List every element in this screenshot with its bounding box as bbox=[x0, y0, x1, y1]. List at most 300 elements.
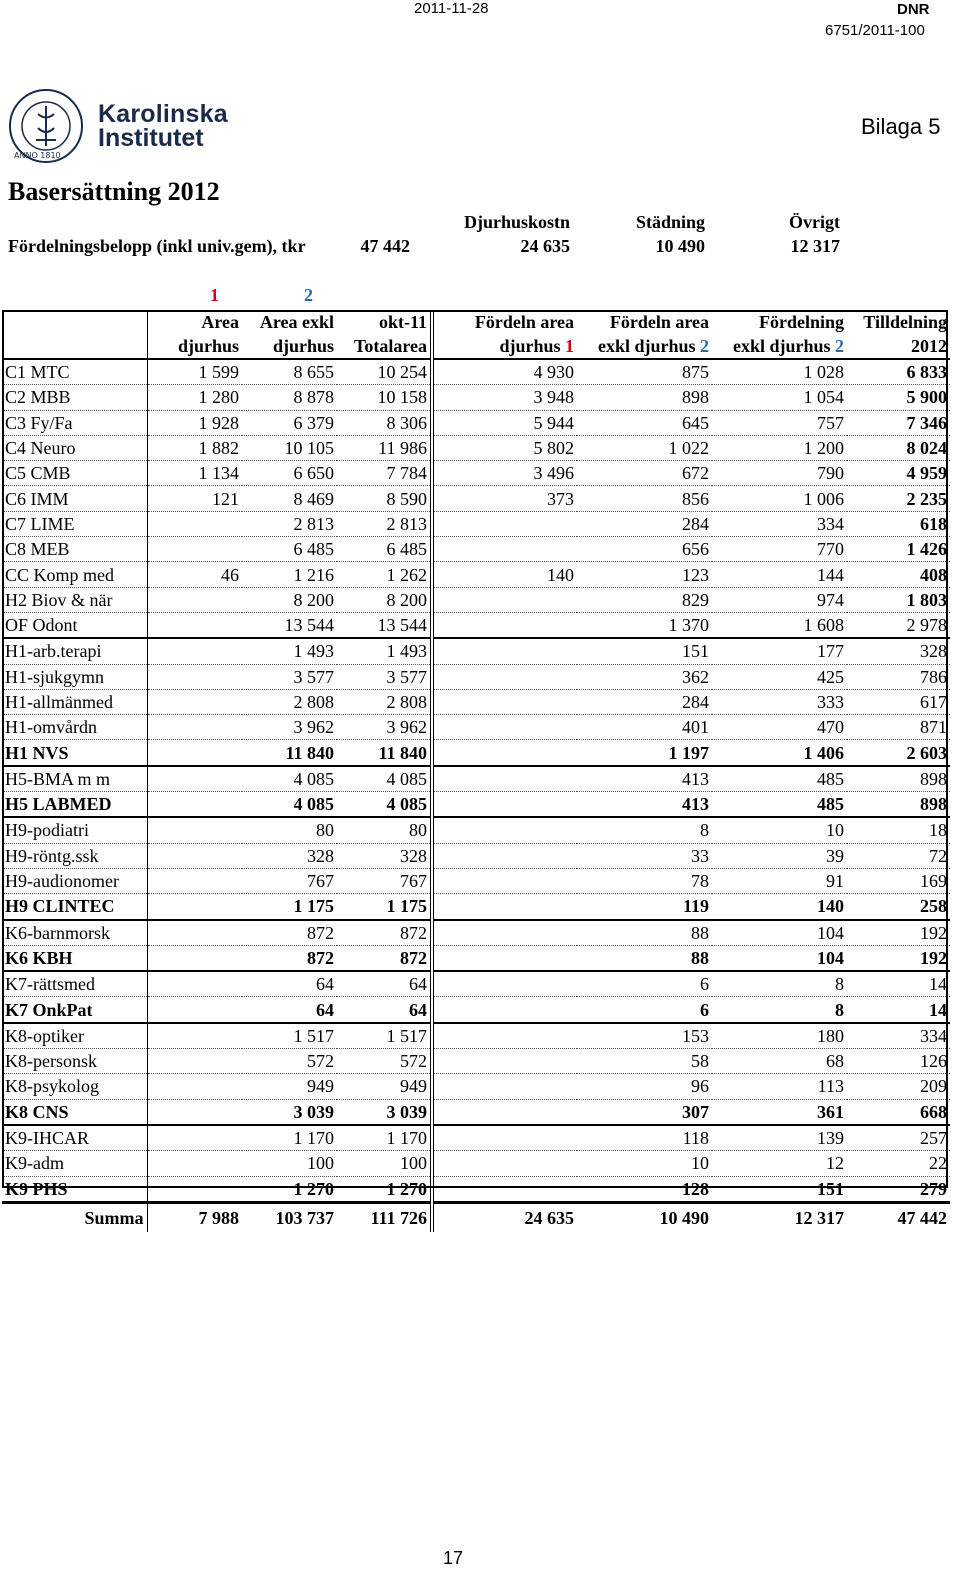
row-label: C4 Neuro bbox=[2, 435, 147, 460]
cell-f: 68 bbox=[712, 1049, 847, 1074]
cell-d bbox=[432, 1023, 577, 1049]
table-row bbox=[2, 971, 950, 997]
cell-f: 757 bbox=[712, 410, 847, 435]
cell-f: 140 bbox=[712, 894, 847, 920]
cell-g: 1 803 bbox=[847, 587, 950, 612]
cell-g: 279 bbox=[847, 1176, 950, 1202]
row-label: H2 Biov & när bbox=[2, 587, 147, 612]
table-row bbox=[2, 766, 950, 792]
header-cell: djurhus bbox=[242, 334, 337, 359]
cell-a bbox=[147, 1125, 242, 1151]
cell-a bbox=[147, 945, 242, 971]
cell-c: 8 200 bbox=[337, 587, 432, 612]
cell-a bbox=[147, 766, 242, 792]
cell-b: 6 650 bbox=[242, 461, 337, 486]
cell-e: 1 197 bbox=[577, 740, 712, 766]
cell-g: 2 603 bbox=[847, 740, 950, 766]
cell-a: 1 882 bbox=[147, 435, 242, 460]
cell-a: 1 599 bbox=[147, 359, 242, 385]
cell-f: 770 bbox=[712, 537, 847, 562]
cell-a bbox=[147, 587, 242, 612]
row-label: H1 NVS bbox=[2, 740, 147, 766]
cell-d bbox=[432, 587, 577, 612]
cell-g: 126 bbox=[847, 1049, 950, 1074]
cell-a bbox=[147, 612, 242, 638]
cell-f: 8 bbox=[712, 997, 847, 1023]
cell-d bbox=[432, 740, 577, 766]
seal-icon bbox=[8, 86, 98, 166]
cell-d: 3 948 bbox=[432, 385, 577, 410]
summary-total: 47 442 bbox=[360, 236, 410, 256]
cell-f: 1 608 bbox=[712, 612, 847, 638]
cell-f: 974 bbox=[712, 587, 847, 612]
row-label: H9-röntg.ssk bbox=[2, 843, 147, 868]
cell-g: 2 235 bbox=[847, 486, 950, 511]
table-row bbox=[2, 511, 950, 536]
cell-c: 2 813 bbox=[337, 511, 432, 536]
cell-d bbox=[432, 766, 577, 792]
cell-g: 5 900 bbox=[847, 385, 950, 410]
table-row bbox=[2, 1176, 950, 1202]
cell-e: 58 bbox=[577, 1049, 712, 1074]
cell-f: 790 bbox=[712, 461, 847, 486]
row-label: C3 Fy/Fa bbox=[2, 410, 147, 435]
header-row-2 bbox=[2, 334, 950, 359]
table-row bbox=[2, 1074, 950, 1099]
header-cell: Area bbox=[201, 312, 239, 332]
cell-d bbox=[432, 612, 577, 638]
cell-a bbox=[147, 792, 242, 818]
row-label: H1-sjukgymn bbox=[2, 664, 147, 689]
table-row bbox=[2, 435, 950, 460]
cell-b: 949 bbox=[242, 1074, 337, 1099]
header-cell bbox=[2, 310, 147, 334]
cell-c: 2 808 bbox=[337, 689, 432, 714]
table-row bbox=[2, 817, 950, 843]
logo-name-line2: Institutet bbox=[98, 124, 204, 152]
cell-f: 104 bbox=[712, 945, 847, 971]
cell-a: 1 280 bbox=[147, 385, 242, 410]
column-marker-2: 2 bbox=[304, 285, 313, 305]
row-label: C5 CMB bbox=[2, 461, 147, 486]
cell-c: 3 577 bbox=[337, 664, 432, 689]
cell-c: 11 840 bbox=[337, 740, 432, 766]
cell-b: 10 105 bbox=[242, 435, 337, 460]
cell-d: 24 635 bbox=[432, 1202, 577, 1232]
cell-a bbox=[147, 715, 242, 740]
cell-d bbox=[432, 997, 577, 1023]
cell-e: 6 bbox=[577, 971, 712, 997]
cell-a bbox=[147, 920, 242, 946]
cell-d bbox=[432, 1099, 577, 1125]
table-row bbox=[2, 612, 950, 638]
cell-a bbox=[147, 1074, 242, 1099]
cell-d bbox=[432, 971, 577, 997]
dnr-number: 6751/2011-100 bbox=[825, 22, 925, 39]
cell-g: 7 346 bbox=[847, 410, 950, 435]
cell-c: 4 085 bbox=[337, 792, 432, 818]
cell-g: 169 bbox=[847, 868, 950, 893]
cell-f: 139 bbox=[712, 1125, 847, 1151]
cell-e: 88 bbox=[577, 920, 712, 946]
cell-d bbox=[432, 1049, 577, 1074]
cell-g: 14 bbox=[847, 971, 950, 997]
cell-b: 64 bbox=[242, 997, 337, 1023]
cell-c: 13 544 bbox=[337, 612, 432, 638]
cell-a bbox=[147, 511, 242, 536]
cell-a bbox=[147, 1151, 242, 1176]
cell-g: 72 bbox=[847, 843, 950, 868]
category-name: Övrigt bbox=[789, 212, 840, 232]
cell-e: 656 bbox=[577, 537, 712, 562]
cell-c: 328 bbox=[337, 843, 432, 868]
svg-text:ANNO 1810: ANNO 1810 bbox=[14, 151, 61, 160]
table-row bbox=[2, 664, 950, 689]
header-cell: Area exkl bbox=[259, 312, 334, 332]
cell-d: 140 bbox=[432, 562, 577, 587]
table-row bbox=[2, 997, 950, 1023]
header-cell: 2012 bbox=[847, 334, 950, 359]
cell-e: 307 bbox=[577, 1099, 712, 1125]
row-label: H5 LABMED bbox=[2, 792, 147, 818]
cell-e: 1 370 bbox=[577, 612, 712, 638]
cell-e: 33 bbox=[577, 843, 712, 868]
cell-c: 949 bbox=[337, 1074, 432, 1099]
table-row bbox=[2, 1049, 950, 1074]
row-label: K9 PHS bbox=[2, 1176, 147, 1202]
cell-f: 1 406 bbox=[712, 740, 847, 766]
cell-e: 96 bbox=[577, 1074, 712, 1099]
table-row bbox=[2, 920, 950, 946]
row-label: K6 KBH bbox=[2, 945, 147, 971]
cell-g: 192 bbox=[847, 920, 950, 946]
cell-g: 18 bbox=[847, 817, 950, 843]
row-label: C8 MEB bbox=[2, 537, 147, 562]
cell-g: 898 bbox=[847, 792, 950, 818]
cell-c: 11 986 bbox=[337, 435, 432, 460]
cell-b: 1 175 bbox=[242, 894, 337, 920]
cell-e: 284 bbox=[577, 511, 712, 536]
cell-e: 6 bbox=[577, 997, 712, 1023]
cell-f: 1 006 bbox=[712, 486, 847, 511]
cell-b: 3 039 bbox=[242, 1099, 337, 1125]
cell-f: 425 bbox=[712, 664, 847, 689]
cell-c: 872 bbox=[337, 920, 432, 946]
cell-g: 8 024 bbox=[847, 435, 950, 460]
table-row bbox=[2, 843, 950, 868]
cell-d bbox=[432, 638, 577, 664]
cell-b: 8 655 bbox=[242, 359, 337, 385]
header-marker-1: 1 bbox=[565, 336, 574, 356]
cell-d bbox=[432, 689, 577, 714]
cell-g: 192 bbox=[847, 945, 950, 971]
cell-e: 413 bbox=[577, 792, 712, 818]
row-label: OF Odont bbox=[2, 612, 147, 638]
cell-g: 871 bbox=[847, 715, 950, 740]
cell-f: 470 bbox=[712, 715, 847, 740]
row-label: C2 MBB bbox=[2, 385, 147, 410]
cell-d bbox=[432, 843, 577, 868]
cell-e: 8 bbox=[577, 817, 712, 843]
cell-g: 4 959 bbox=[847, 461, 950, 486]
cell-c: 100 bbox=[337, 1151, 432, 1176]
table-row bbox=[2, 486, 950, 511]
cell-f: 144 bbox=[712, 562, 847, 587]
cell-g: 334 bbox=[847, 1023, 950, 1049]
header-cell: Totalarea bbox=[337, 334, 432, 359]
header-cell: Fördeln area bbox=[474, 312, 574, 332]
cell-e: 128 bbox=[577, 1176, 712, 1202]
table-row bbox=[2, 740, 950, 766]
cell-d: 373 bbox=[432, 486, 577, 511]
cell-a bbox=[147, 894, 242, 920]
table-row bbox=[2, 715, 950, 740]
row-label: CC Komp med bbox=[2, 562, 147, 587]
cell-g: 47 442 bbox=[847, 1202, 950, 1232]
cell-d bbox=[432, 792, 577, 818]
cell-c: 872 bbox=[337, 945, 432, 971]
cell-a bbox=[147, 1176, 242, 1202]
cell-c: 767 bbox=[337, 868, 432, 893]
cell-c: 64 bbox=[337, 971, 432, 997]
cell-a bbox=[147, 817, 242, 843]
cell-b: 6 485 bbox=[242, 537, 337, 562]
table-row bbox=[2, 461, 950, 486]
cell-g: 14 bbox=[847, 997, 950, 1023]
table-row bbox=[2, 689, 950, 714]
cell-d bbox=[432, 537, 577, 562]
cell-f: 1 054 bbox=[712, 385, 847, 410]
row-label: K7-rättsmed bbox=[2, 971, 147, 997]
cell-d: 4 930 bbox=[432, 359, 577, 385]
appendix-label: Bilaga 5 bbox=[861, 114, 941, 139]
cell-c: 10 158 bbox=[337, 385, 432, 410]
cell-d: 5 944 bbox=[432, 410, 577, 435]
cell-e: 88 bbox=[577, 945, 712, 971]
cell-b: 2 808 bbox=[242, 689, 337, 714]
cell-f: 151 bbox=[712, 1176, 847, 1202]
cell-c: 80 bbox=[337, 817, 432, 843]
cell-e: 123 bbox=[577, 562, 712, 587]
column-marker-1: 1 bbox=[210, 285, 219, 305]
cell-e: 119 bbox=[577, 894, 712, 920]
cell-d bbox=[432, 817, 577, 843]
row-label: Summa bbox=[2, 1202, 147, 1232]
cell-a bbox=[147, 1099, 242, 1125]
row-label: H5-BMA m m bbox=[2, 766, 147, 792]
header-cell bbox=[577, 334, 712, 359]
category-value: 24 635 bbox=[520, 236, 570, 256]
cell-c: 8 590 bbox=[337, 486, 432, 511]
cell-d: 3 496 bbox=[432, 461, 577, 486]
cell-e: 413 bbox=[577, 766, 712, 792]
cell-f: 485 bbox=[712, 792, 847, 818]
cell-c: 8 306 bbox=[337, 410, 432, 435]
cell-f: 12 bbox=[712, 1151, 847, 1176]
cell-a bbox=[147, 868, 242, 893]
cell-b: 1 493 bbox=[242, 638, 337, 664]
header-marker-2: 2 bbox=[835, 336, 844, 356]
cell-g: 22 bbox=[847, 1151, 950, 1176]
cell-b: 80 bbox=[242, 817, 337, 843]
header-text: exkl djurhus bbox=[732, 336, 835, 356]
cell-f: 10 bbox=[712, 817, 847, 843]
cell-e: 672 bbox=[577, 461, 712, 486]
cell-b: 8 878 bbox=[242, 385, 337, 410]
cell-f: 361 bbox=[712, 1099, 847, 1125]
header-cell: Fördelning bbox=[758, 312, 844, 332]
cell-a bbox=[147, 638, 242, 664]
cell-c: 1 262 bbox=[337, 562, 432, 587]
cell-d bbox=[432, 920, 577, 946]
cell-b: 3 962 bbox=[242, 715, 337, 740]
cell-c: 4 085 bbox=[337, 766, 432, 792]
cell-a bbox=[147, 971, 242, 997]
cell-e: 401 bbox=[577, 715, 712, 740]
cell-f: 177 bbox=[712, 638, 847, 664]
table-row bbox=[2, 385, 950, 410]
header-row-1 bbox=[2, 310, 950, 334]
cell-b: 8 469 bbox=[242, 486, 337, 511]
header-text: exkl djurhus bbox=[597, 336, 700, 356]
logo-name-line1: Karolinska bbox=[98, 100, 228, 128]
cell-c: 3 962 bbox=[337, 715, 432, 740]
summary-label: Fördelningsbelopp (inkl univ.gem), tkr bbox=[8, 236, 306, 256]
allocation-table bbox=[2, 310, 950, 1232]
cell-g: 618 bbox=[847, 511, 950, 536]
cell-g: 258 bbox=[847, 894, 950, 920]
row-label: K8-psykolog bbox=[2, 1074, 147, 1099]
cell-b: 4 085 bbox=[242, 766, 337, 792]
cell-f: 334 bbox=[712, 511, 847, 536]
cell-g: 2 978 bbox=[847, 612, 950, 638]
header-cell bbox=[712, 334, 847, 359]
cell-b: 767 bbox=[242, 868, 337, 893]
cell-g: 668 bbox=[847, 1099, 950, 1125]
cell-d bbox=[432, 868, 577, 893]
cell-g: 257 bbox=[847, 1125, 950, 1151]
row-label: K8-optiker bbox=[2, 1023, 147, 1049]
page-title: Basersättning 2012 bbox=[8, 177, 220, 206]
cell-d bbox=[432, 1125, 577, 1151]
cell-c: 3 039 bbox=[337, 1099, 432, 1125]
cell-b: 1 216 bbox=[242, 562, 337, 587]
cell-b: 872 bbox=[242, 945, 337, 971]
cell-g: 6 833 bbox=[847, 359, 950, 385]
cell-g: 408 bbox=[847, 562, 950, 587]
cell-b: 872 bbox=[242, 920, 337, 946]
cell-e: 118 bbox=[577, 1125, 712, 1151]
cell-a bbox=[147, 689, 242, 714]
row-label: K7 OnkPat bbox=[2, 997, 147, 1023]
cell-a bbox=[147, 997, 242, 1023]
cell-a bbox=[147, 1023, 242, 1049]
cell-a bbox=[147, 537, 242, 562]
table-row bbox=[2, 359, 950, 385]
category-name: Djurhuskostn bbox=[463, 212, 570, 232]
cell-d bbox=[432, 511, 577, 536]
cell-g: 328 bbox=[847, 638, 950, 664]
cell-d bbox=[432, 1074, 577, 1099]
cell-f: 485 bbox=[712, 766, 847, 792]
cell-d bbox=[432, 1151, 577, 1176]
cell-c: 7 784 bbox=[337, 461, 432, 486]
table-row bbox=[2, 945, 950, 971]
cell-b: 328 bbox=[242, 843, 337, 868]
cell-a bbox=[147, 664, 242, 689]
table-row bbox=[2, 410, 950, 435]
cell-a: 46 bbox=[147, 562, 242, 587]
cell-f: 91 bbox=[712, 868, 847, 893]
cell-a bbox=[147, 1049, 242, 1074]
cell-b: 11 840 bbox=[242, 740, 337, 766]
row-label: K9-IHCAR bbox=[2, 1125, 147, 1151]
cell-c: 572 bbox=[337, 1049, 432, 1074]
cell-e: 10 490 bbox=[577, 1202, 712, 1232]
cell-b: 100 bbox=[242, 1151, 337, 1176]
cell-f: 1 200 bbox=[712, 435, 847, 460]
cell-c: 1 493 bbox=[337, 638, 432, 664]
table-row bbox=[2, 587, 950, 612]
cell-d bbox=[432, 715, 577, 740]
document-date: 2011-11-28 bbox=[414, 0, 489, 17]
table-row bbox=[2, 868, 950, 893]
cell-f: 104 bbox=[712, 920, 847, 946]
cell-e: 856 bbox=[577, 486, 712, 511]
table-row bbox=[2, 562, 950, 587]
header-cell bbox=[432, 334, 577, 359]
table-row bbox=[2, 792, 950, 818]
header-cell: Tilldelning bbox=[863, 312, 947, 332]
row-label: K8-personsk bbox=[2, 1049, 147, 1074]
cell-e: 151 bbox=[577, 638, 712, 664]
cell-e: 875 bbox=[577, 359, 712, 385]
cell-f: 1 028 bbox=[712, 359, 847, 385]
row-label: H1-arb.terapi bbox=[2, 638, 147, 664]
row-label: H9-audionomer bbox=[2, 868, 147, 893]
cell-b: 1 517 bbox=[242, 1023, 337, 1049]
cell-b: 64 bbox=[242, 971, 337, 997]
cell-a: 121 bbox=[147, 486, 242, 511]
cell-c: 6 485 bbox=[337, 537, 432, 562]
cell-a: 1 928 bbox=[147, 410, 242, 435]
cell-f: 180 bbox=[712, 1023, 847, 1049]
cell-d bbox=[432, 664, 577, 689]
cell-c: 1 175 bbox=[337, 894, 432, 920]
cell-c: 1 270 bbox=[337, 1176, 432, 1202]
cell-c: 64 bbox=[337, 997, 432, 1023]
cell-e: 78 bbox=[577, 868, 712, 893]
cell-b: 4 085 bbox=[242, 792, 337, 818]
cell-f: 12 317 bbox=[712, 1202, 847, 1232]
table-row bbox=[2, 1125, 950, 1151]
cell-g: 1 426 bbox=[847, 537, 950, 562]
category-value: 10 490 bbox=[655, 236, 705, 256]
cell-b: 3 577 bbox=[242, 664, 337, 689]
row-label: C7 LIME bbox=[2, 511, 147, 536]
cell-b: 1 270 bbox=[242, 1176, 337, 1202]
cell-d bbox=[432, 894, 577, 920]
cell-a: 1 134 bbox=[147, 461, 242, 486]
header-cell: djurhus bbox=[147, 334, 242, 359]
table-row bbox=[2, 1099, 950, 1125]
dnr-label: DNR bbox=[897, 1, 930, 18]
cell-e: 1 022 bbox=[577, 435, 712, 460]
cell-b: 1 170 bbox=[242, 1125, 337, 1151]
header-cell: okt-11 bbox=[337, 310, 432, 334]
row-label: C6 IMM bbox=[2, 486, 147, 511]
cell-b: 572 bbox=[242, 1049, 337, 1074]
